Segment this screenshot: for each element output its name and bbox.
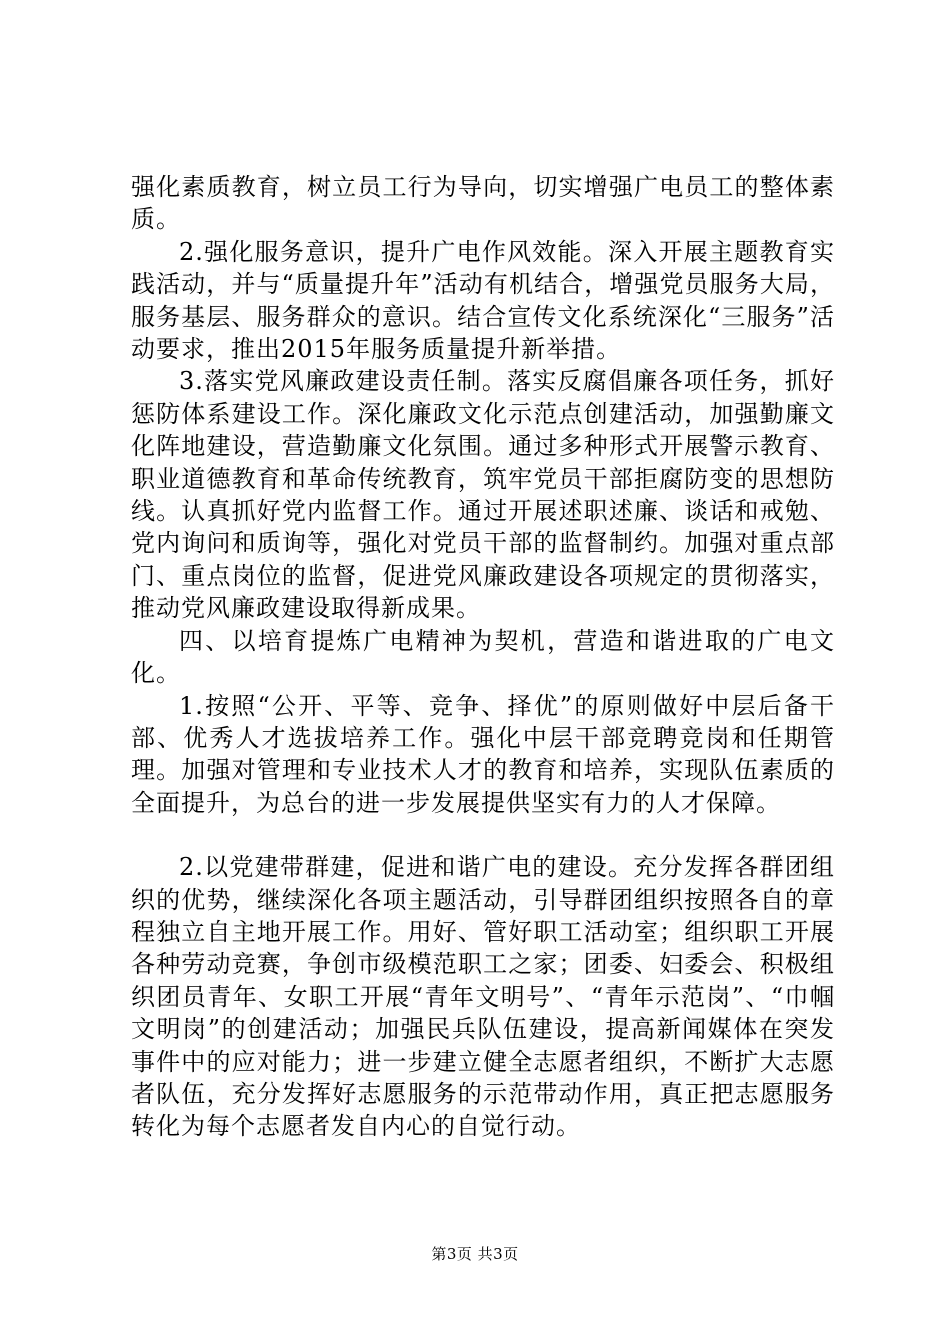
paragraph-spacer [131,819,835,851]
page-footer: 第3页 共3页 [431,1245,519,1263]
paragraph-continuation: 强化素质教育，树立员工行为导向，切实增强广电员工的整体素质。 [131,173,835,234]
section-heading-culture: 四、以培育提炼广电精神为契机，营造和谐进取的广电文化。 [131,626,835,688]
paragraph-clean-governance: 3.落实党风廉政建设责任制。落实反腐倡廉各项任务，抓好惩防体系建设工作。深化廉政文化示范点创建活动，加强勤廉文化阵地建设，营造勤廉文化氛围。通过多种形式开展警示教育、职业道德教育和革命传统教育，筑牢党员干部拒腐防变的思想防线。认真抓好党内监督工作。通过开展述职述廉、谈话和戒勉、党内询问和质询等，强化对党员干部的监督制约。加强对重点部门、重点岗位的监督，促进党风廉政建设各项规定的贯彻落实，推动党风廉政建设取得新成果。 [131,367,835,623]
paragraph-talent-selection: 1.按照“公开、平等、竞争、择优”的原则做好中层后备干部、优秀人才选拔培养工作。强化中层干部竞聘竞岗和任期管理。加强对管理和专业技术人才的教育和培养，实现队伍素质的全面提升，为总台的进一步发展提供坚实有力的人才保障。 [131,691,835,817]
paragraph-service-awareness: 2.强化服务意识，提升广电作风效能。深入开展主题教育实践活动，并与“质量提升年”活动有机结合，增强党员服务大局，服务基层、服务群众的意识。结合宣传文化系统深化“三服务”活动要求，推出2015年服务质量提升新举措。 [131,237,835,364]
document-body [131,171,835,1143]
paragraph-party-building: 2.以党建带群建，促进和谐广电的建设。充分发挥各群团组织的优势，继续深化各项主题活动，引导群团组织按照各自的章程独立自主地开展工作。用好、管好职工活动室；组织职工开展各种劳动竞赛，争创市级模范职工之家；团委、妇委会、积极组织团员青年、女职工开展“青年文明号”、“青年示范岗”、“巾帼文明岗”的创建活动；加强民兵队伍建设，提高新闻媒体在突发事件中的应对能力；进一步建立健全志愿者组织，不断扩大志愿者队伍，充分发挥好志愿服务的示范带动作用，真正把志愿服务转化为每个志愿者发自内心的自觉行动。 [131,853,835,1141]
